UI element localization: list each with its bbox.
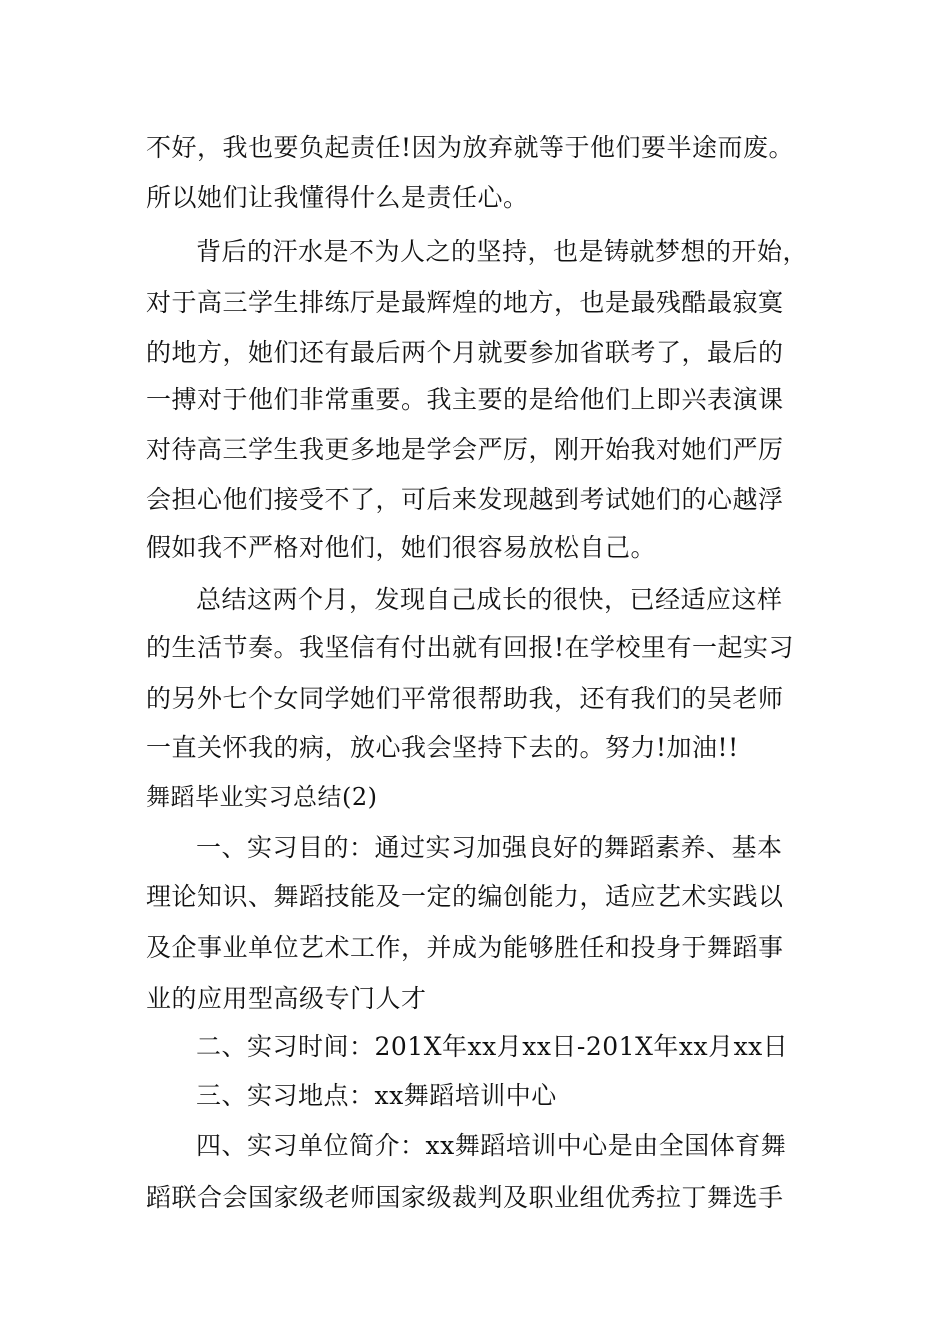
paragraph-line: 对待高三学生我更多地是学会严厉，刚开始我对她们严厉 bbox=[146, 435, 784, 464]
paragraph-line: 会担心他们接受不了，可后来发现越到考试她们的心越浮 bbox=[146, 485, 784, 514]
paragraph-line: 总结这两个月，发现自己成长的很快，已经适应这样 bbox=[196, 585, 783, 614]
section-title: 舞蹈毕业实习总结(2) bbox=[146, 783, 378, 811]
paragraph-line: 二、实习时间：201X年xx月xx日-201X年xx月xx日 bbox=[196, 1032, 789, 1061]
paragraph-line: 假如我不严格对他们，她们很容易放松自己。 bbox=[146, 533, 657, 562]
paragraph-line: 理论知识、舞蹈技能及一定的编创能力，适应艺术实践以 bbox=[146, 882, 784, 911]
paragraph-line: 一直关怀我的病，放心我会坚持下去的。努力!加油!! bbox=[146, 733, 739, 762]
paragraph-line: 四、实习单位简介：xx舞蹈培训中心是由全国体育舞 bbox=[196, 1131, 787, 1160]
paragraph-line: 的地方，她们还有最后两个月就要参加省联考了，最后的 bbox=[146, 338, 784, 367]
paragraph-line: 及企事业单位艺术工作，并成为能够胜任和投身于舞蹈事 bbox=[146, 933, 784, 962]
paragraph-line: 的生活节奏。我坚信有付出就有回报!在学校里有一起实习 bbox=[146, 633, 795, 662]
paragraph-line: 不好，我也要负起责任!因为放弃就等于他们要半途而废。 bbox=[146, 133, 795, 162]
paragraph-line: 一搏对于他们非常重要。我主要的是给他们上即兴表演课 bbox=[146, 385, 784, 414]
paragraph-line: 所以她们让我懂得什么是责任心。 bbox=[146, 183, 529, 212]
paragraph-line: 三、实习地点：xx舞蹈培训中心 bbox=[196, 1081, 557, 1110]
paragraph-line: 的另外七个女同学她们平常很帮助我，还有我们的吴老师 bbox=[146, 684, 784, 713]
paragraph-line: 业的应用型高级专门人才 bbox=[146, 984, 427, 1013]
paragraph-line: 蹈联合会国家级老师国家级裁判及职业组优秀拉丁舞选手 bbox=[146, 1183, 784, 1212]
paragraph-line: 背后的汗水是不为人之的坚持，也是铸就梦想的开始， bbox=[196, 237, 809, 266]
paragraph-line: 一、实习目的：通过实习加强良好的舞蹈素养、基本 bbox=[196, 833, 783, 862]
paragraph-line: 对于高三学生排练厅是最辉煌的地方，也是最残酷最寂寞 bbox=[146, 288, 784, 317]
